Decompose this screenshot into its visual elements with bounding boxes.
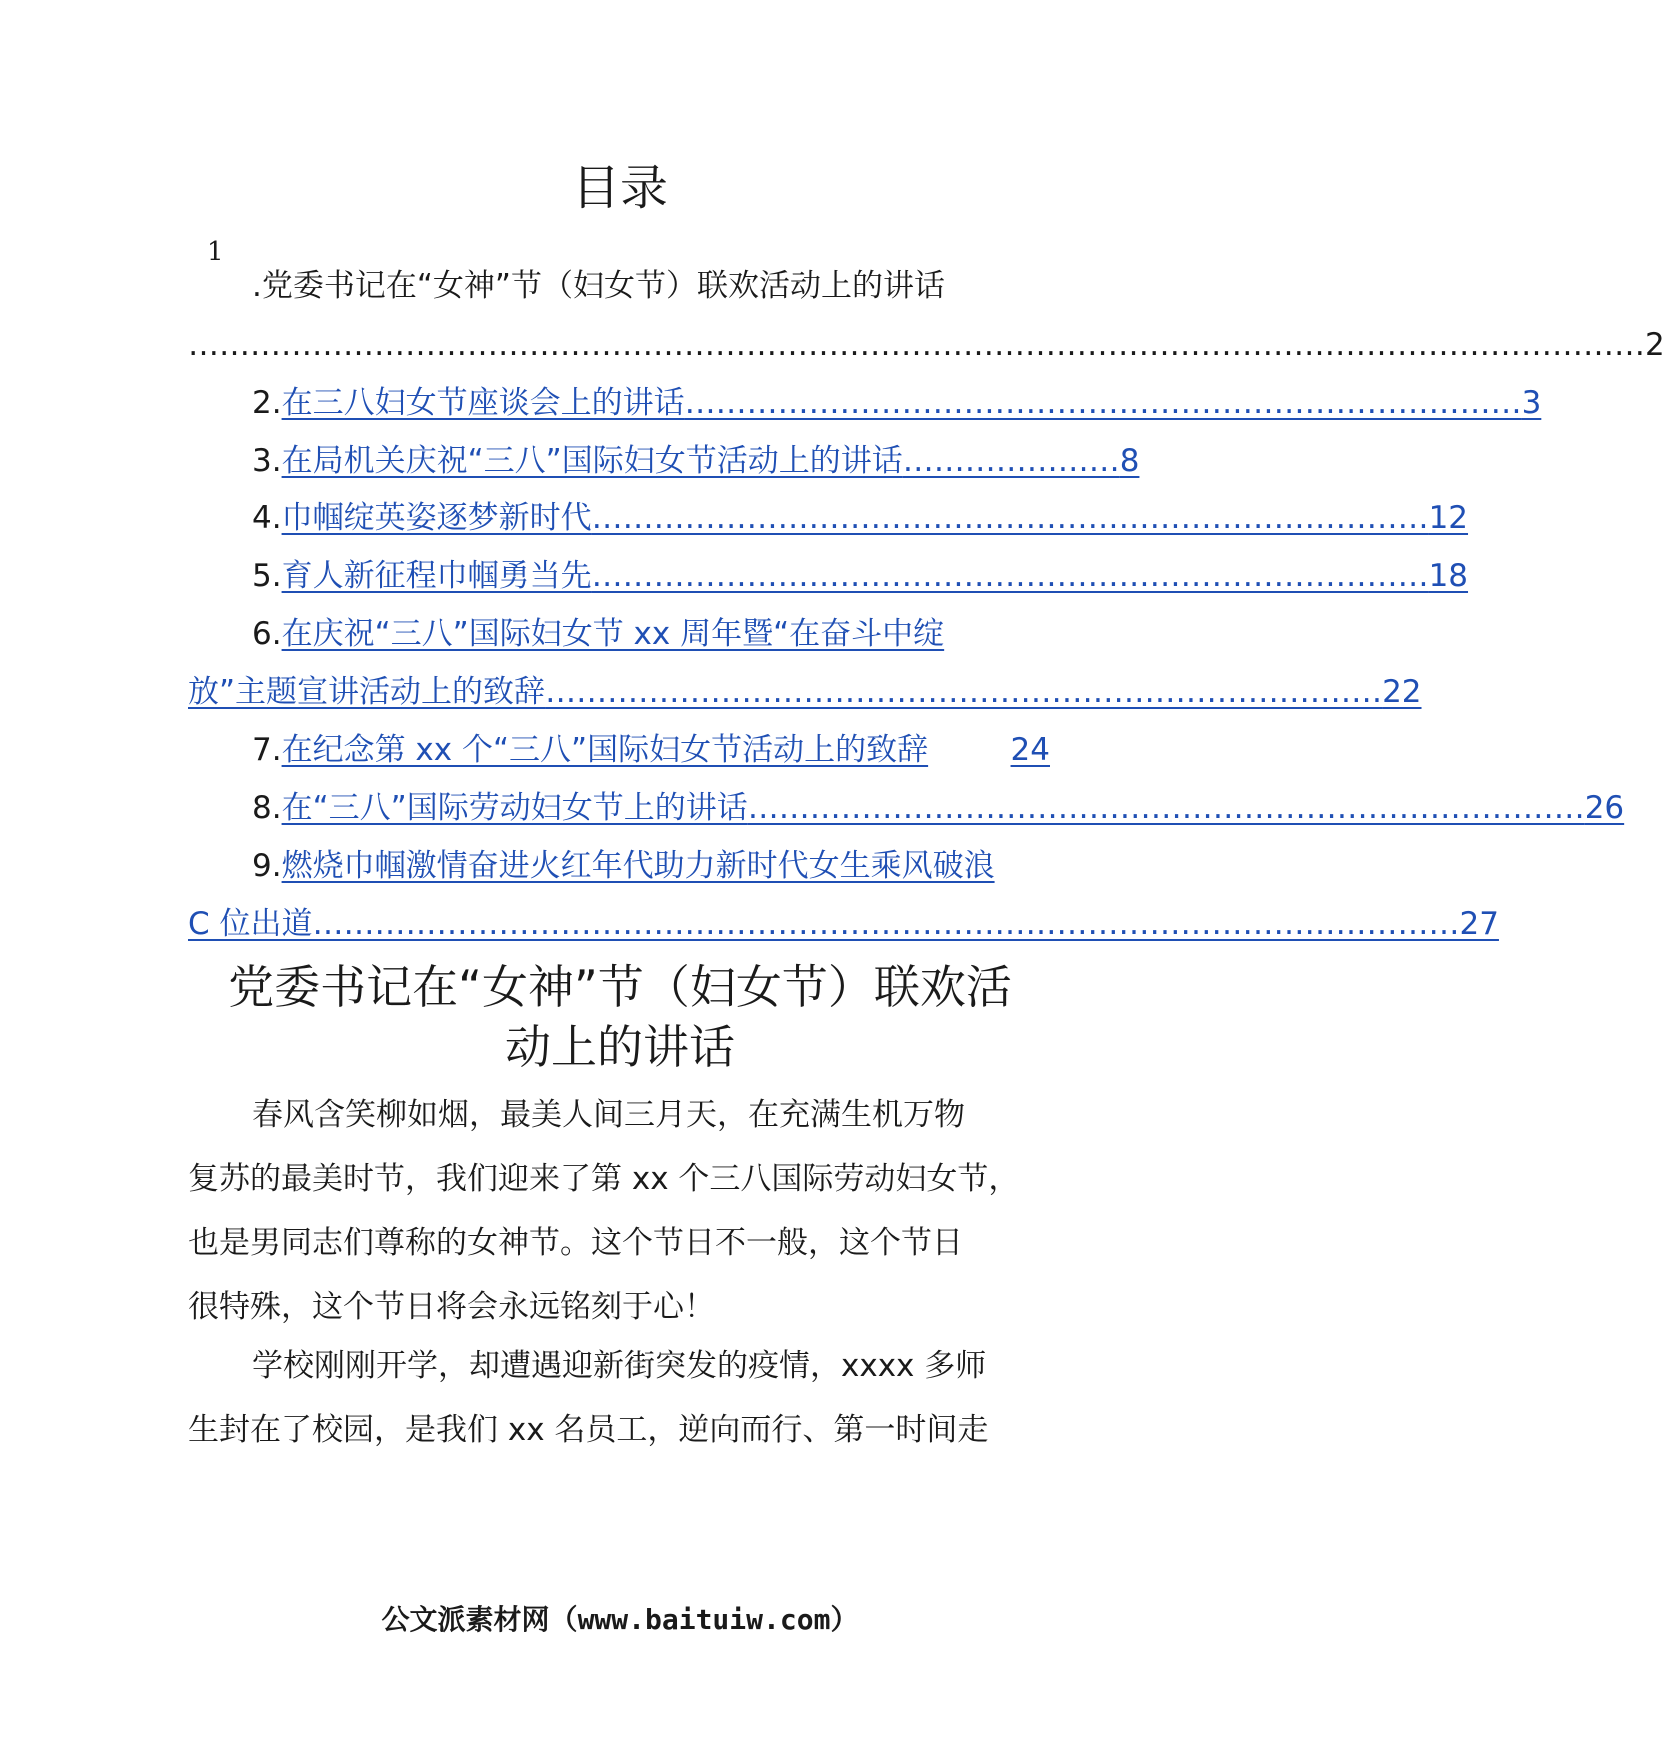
toc-entry-number: 3. bbox=[252, 443, 282, 479]
toc-entry-number: 8. bbox=[252, 790, 282, 826]
toc-entry-page[interactable]: 12 bbox=[1428, 500, 1469, 536]
toc-entry-page: 2 bbox=[1645, 327, 1665, 363]
toc-entry-9-page-line[interactable] bbox=[188, 904, 1499, 944]
toc-entry-link[interactable]: 在局机关庆祝“三八”国际妇女节活动上的讲话 bbox=[281, 443, 903, 479]
toc-entry-5[interactable] bbox=[252, 556, 1469, 596]
toc-entry-page[interactable]: 27 bbox=[1459, 906, 1499, 942]
footer-close: ） bbox=[830, 1603, 859, 1636]
paragraph-line: 学校刚刚开学，却遭遇迎新街突发的疫情，xxxx 多师 bbox=[252, 1348, 987, 1384]
paragraph-line: 生封在了校园，是我们 xx 名员工，逆向而行、第一时间走 bbox=[188, 1412, 989, 1448]
toc-dot-leader: ……………………………………………………………………… bbox=[591, 500, 1429, 536]
paragraph-line: 春风含笑柳如烟，最美人间三月天，在充满生机万物 bbox=[252, 1097, 965, 1133]
footer-watermark bbox=[0, 1602, 1240, 1638]
toc-entry-number: 5. bbox=[252, 558, 282, 594]
toc-entry-link-continued[interactable]: C 位出道 bbox=[188, 906, 313, 942]
toc-entry-number: 2. bbox=[252, 385, 282, 421]
toc-dot-leader: ……………………………………………………………………… bbox=[684, 385, 1522, 421]
toc-entry-3[interactable] bbox=[252, 441, 1140, 481]
toc-entry-number: 6. bbox=[252, 616, 282, 652]
toc-entry-link[interactable]: 在纪念第 xx 个“三八”国际妇女节活动上的致辞 bbox=[281, 732, 929, 768]
toc-number-prefix: 1 bbox=[207, 237, 224, 267]
toc-entry-page[interactable]: 26 bbox=[1584, 790, 1625, 826]
article-paragraph bbox=[188, 1334, 1088, 1462]
toc-entry-2[interactable] bbox=[252, 383, 1542, 423]
toc-entry-page[interactable]: 8 bbox=[1119, 443, 1140, 479]
toc-entry-link[interactable]: 育人新征程巾帼勇当先 bbox=[281, 558, 592, 594]
toc-entry-link[interactable]: 巾帼绽英姿逐梦新时代 bbox=[281, 500, 592, 536]
toc-entry-9[interactable] bbox=[252, 846, 995, 886]
toc-entry-4[interactable] bbox=[252, 498, 1469, 538]
toc-entry-page[interactable]: 22 bbox=[1382, 674, 1422, 710]
toc-entry-number: . bbox=[252, 268, 262, 304]
toc-entry-1[interactable] bbox=[252, 266, 945, 306]
paragraph-line: 很特殊，这个节日将会永远铭刻于心！ bbox=[188, 1289, 715, 1325]
toc-dot-leader: …………………………………………………………………………………………………………………………… bbox=[188, 327, 1645, 363]
toc-entry-number: 4. bbox=[252, 500, 282, 536]
toc-dot-leader: ……………………………………………………………………… bbox=[591, 558, 1429, 594]
article-paragraph bbox=[188, 1083, 1088, 1339]
article-title-line-1: 党委书记在“女神”节（妇女节）联欢活 bbox=[228, 960, 1012, 1014]
paragraph-line: 复苏的最美时节，我们迎来了第 xx 个三八国际劳动妇女节， bbox=[188, 1161, 1020, 1197]
toc-entry-page[interactable]: 18 bbox=[1428, 558, 1469, 594]
toc-entry-link[interactable]: 在庆祝“三八”国际妇女节 xx 周年暨“在奋斗中绽 bbox=[281, 616, 945, 652]
toc-dot-leader: ……………………………………………………………………… bbox=[545, 674, 1383, 710]
toc-entry-link[interactable]: 在“三八”国际劳动妇女节上的讲话 bbox=[281, 790, 748, 826]
toc-entry-7[interactable] bbox=[252, 730, 1050, 770]
article-title-line-2: 动上的讲话 bbox=[505, 1020, 735, 1074]
footer-url: www.baituiw.com bbox=[577, 1603, 831, 1636]
toc-dot-leader: ………………… bbox=[902, 443, 1120, 479]
toc-entry-link-continued[interactable]: 放”主题宣讲活动上的致辞 bbox=[188, 674, 546, 710]
paragraph-line: 也是男同志们尊称的女神节。这个节日不一般，这个节日 bbox=[188, 1225, 963, 1261]
toc-entry-6-page-line[interactable] bbox=[188, 672, 1422, 712]
toc-entry-page[interactable]: 3 bbox=[1521, 385, 1542, 421]
toc-entry-page[interactable]: 24 bbox=[1010, 732, 1050, 768]
toc-entry-link[interactable]: 燃烧巾帼激情奋进火红年代助力新时代女生乘风破浪 bbox=[281, 848, 995, 884]
toc-title: 目录 bbox=[571, 160, 668, 216]
toc-entry-6[interactable] bbox=[252, 614, 944, 654]
footer-site-name: 公文派素材网（ bbox=[381, 1603, 578, 1636]
toc-dot-leader: ……………………………………………………………………… bbox=[747, 790, 1585, 826]
toc-entry-number: 9. bbox=[252, 848, 282, 884]
toc-entry-number: 7. bbox=[252, 732, 282, 768]
toc-entry-1-page-line[interactable] bbox=[188, 325, 1665, 365]
toc-entry-title: 党委书记在“女神”节（妇女节）联欢活动上的讲话 bbox=[261, 268, 945, 304]
toc-dot-leader: ………………………………………………………………………………………………… bbox=[312, 906, 1460, 942]
toc-entry-link[interactable]: 在三八妇女节座谈会上的讲话 bbox=[281, 385, 685, 421]
toc-entry-8[interactable] bbox=[252, 788, 1625, 828]
